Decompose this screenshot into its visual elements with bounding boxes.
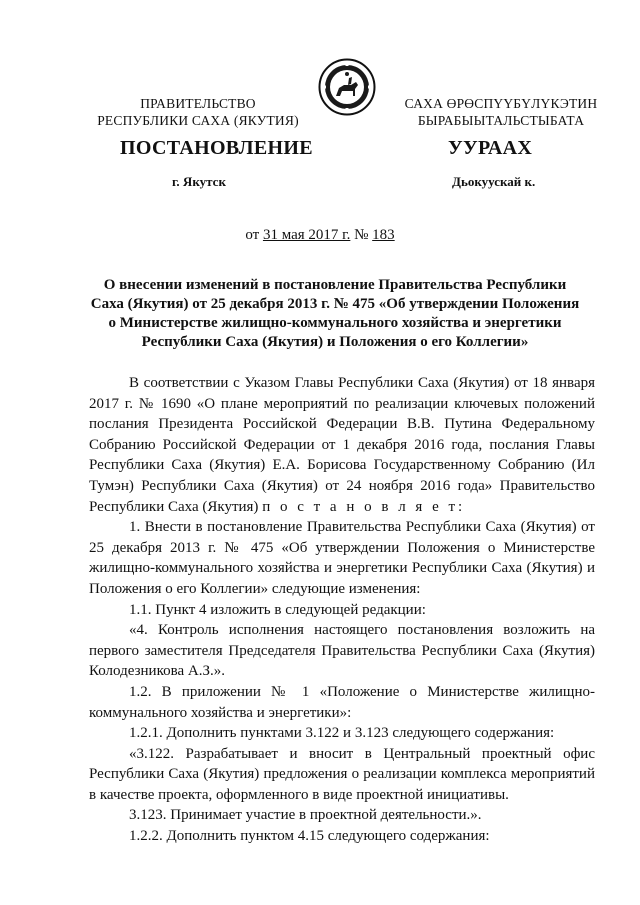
header-right-institution [386,95,616,129]
document-body [89,373,595,847]
header-left-institution [88,95,308,129]
paragraph-1-1: 1.1. Пункт 4 изложить в следующей редакции: [129,601,426,618]
title-line: Саха (Якутия) от 25 декабря 2013 г. № 475 «Об утверждении Положения [90,296,580,312]
paragraph-1-2-1: 1.2.1. Дополнить пунктами 3.122 и 3.123 следующего содержания: [129,725,555,742]
preamble-paragraph [89,373,595,517]
paragraph-3-122: «3.122. Разрабатывает и вносит в Центральный проектный офис Республики Саха (Якутия) предложения о реализации комплекса мероприятий в качестве проекта, оформленного в виде проектной инициативы. [89,745,595,803]
document-date: 31 мая 2017 г. [262,227,351,243]
header-left-line: РЕСПУБЛИКИ САХА (ЯКУТИЯ) [97,113,299,128]
document-number: 183 [372,227,395,243]
city-name: г. Якутск [172,174,226,189]
title-line: Республики Саха (Якутия) и Положения о его Коллегии» [141,334,529,350]
city-name-sakha: Дьокуускай к. [452,174,536,189]
title-line: о Министерстве жилищно-коммунального хозяйства и энергетики [108,315,562,331]
preamble-text: В соответствии с Указом Главы Республики Саха (Якутия) от 18 января 2017 г. № 1690 «О плане мероприятий по реализации ключевых положений послания Президента Российской Федерации В.В. Путина Федеральному Собранию Российской Федерации от 1 декабря 2016 года, послания Главы Республики Саха (Якутия) Е.А. Борисова Государственному Собранию (Ил Тумэн) Республики Саха (Якутия) от 24 ноября 2016 года» Правительство Республики Саха (Якутия) [89,375,595,515]
paragraph-1: 1. Внести в постановление Правительства Республики Саха (Якутия) от 25 декабря 2013 г. № 475 «Об утверждении Положения о Министерстве жилищно-коммунального хозяйства и энергетики Республики Саха (Якутия) и Положения о его Коллегии» следующие изменения: [89,519,595,597]
title-line: О внесении изменений в постановление Правительства Республики [103,277,567,293]
coat-of-arms-icon [318,58,376,116]
date-prefix: от [245,227,263,243]
document-type-title-sakha: УУРААХ [448,137,533,159]
decree-word: п о с т а н о в л я е т: [262,498,466,515]
paragraph-1-2-2: 1.2.2. Дополнить пунктом 4.15 следующего содержания: [129,828,490,845]
paragraph-1-2: 1.2. В приложении № 1 «Положение о Министерстве жилищно-коммунального хозяйства и энергетики»: [89,683,595,721]
header-right-line: БЫРАБЫЫТАЛЬСТЫБАТА [417,113,585,128]
paragraph-3-123: 3.123. Принимает участие в проектной деятельности.». [129,807,482,824]
document-title [70,276,600,352]
number-sign: № [350,227,373,243]
paragraph-1-1-text: «4. Контроль исполнения настоящего постановления возложить на первого заместителя Председателя Правительства Республики Саха (Якутия) Колодезникова А.З.». [89,622,595,680]
header-left-line: ПРАВИТЕЛЬСТВО [140,96,256,111]
document-type-title: ПОСТАНОВЛЕНИЕ [120,137,313,159]
header-right-line: САХА ӨРӨСПҮҮБҮЛҮКЭТИН [404,96,598,111]
document-date-line [0,227,640,244]
